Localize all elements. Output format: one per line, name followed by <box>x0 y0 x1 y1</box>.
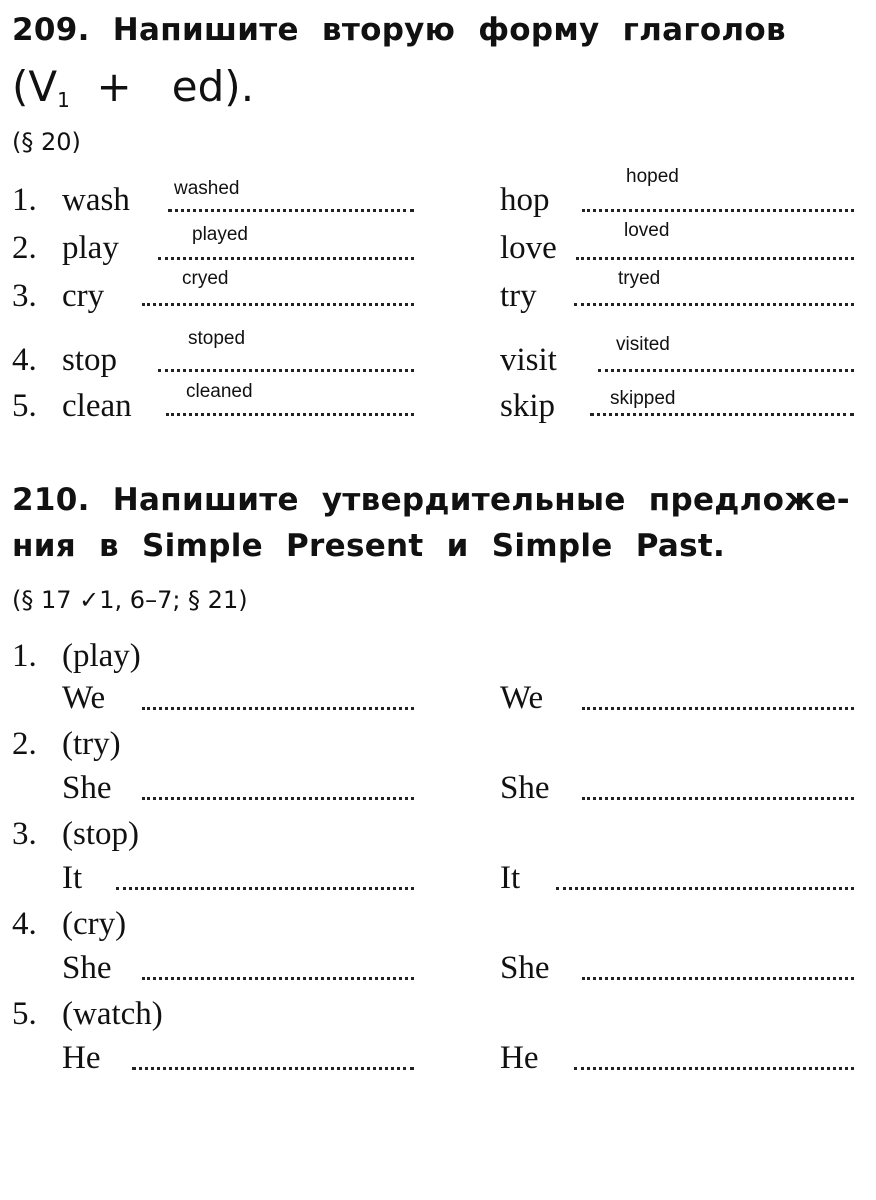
answer-text: cryed <box>182 268 229 289</box>
exercise-210-left-subject: We <box>62 680 106 716</box>
sentence-line[interactable] <box>132 1067 414 1070</box>
exercise-210-verb: (cry) <box>62 906 127 942</box>
answer-text: played <box>192 224 248 245</box>
sentence-line[interactable] <box>574 1067 854 1070</box>
exercise-210-item-number: 1. <box>12 638 37 674</box>
answer-line[interactable] <box>576 257 854 260</box>
answer-text: tryed <box>618 268 661 289</box>
answer-line[interactable] <box>582 209 854 212</box>
exercise-209-reference: (§ 20) <box>12 128 81 156</box>
exercise-210-verb: (play) <box>62 638 141 674</box>
exercise-209-right-verb: love <box>500 230 557 266</box>
exercise-209-right-verb: try <box>500 278 537 314</box>
answer-text: cleaned <box>186 381 253 402</box>
sentence-line[interactable] <box>142 707 414 710</box>
exercise-209-item-number: 1. <box>12 182 37 218</box>
exercise-209-verb: play <box>62 230 119 266</box>
formula-subscript: 1 <box>57 88 70 112</box>
exercise-210-right-subject: It <box>500 860 521 896</box>
answer-text: visited <box>616 334 670 355</box>
exercise-210-right-subject: She <box>500 770 550 806</box>
answer-line[interactable] <box>168 209 414 212</box>
exercise-210-heading-line1: 210. Напишите утвердительные предложе- <box>12 482 850 518</box>
exercise-210-left-subject: She <box>62 950 112 986</box>
exercise-210-item-number: 3. <box>12 816 37 852</box>
answer-line[interactable] <box>590 413 854 416</box>
exercise-209-formula <box>12 62 254 112</box>
formula-open: (V <box>12 62 58 111</box>
exercise-209-item-number: 2. <box>12 230 37 266</box>
formula-rest: + ed). <box>69 62 255 111</box>
answer-text: hoped <box>626 166 679 187</box>
exercise-209-item-number: 5. <box>12 388 37 424</box>
answer-line[interactable] <box>158 369 414 372</box>
sentence-line[interactable] <box>556 887 854 890</box>
exercise-209-verb: cry <box>62 278 105 314</box>
answer-text: stoped <box>188 328 246 349</box>
sentence-line[interactable] <box>142 977 414 980</box>
exercise-209-right-verb: visit <box>500 342 557 378</box>
exercise-210-left-subject: It <box>62 860 83 896</box>
exercise-210-item-number: 5. <box>12 996 37 1032</box>
exercise-210-item-number: 4. <box>12 906 37 942</box>
answer-line[interactable] <box>598 369 854 372</box>
exercise-210-verb: (stop) <box>62 816 139 852</box>
answer-line[interactable] <box>158 257 414 260</box>
exercise-209-verb: clean <box>62 388 132 424</box>
sentence-line[interactable] <box>582 797 854 800</box>
exercise-210-right-subject: She <box>500 950 550 986</box>
exercise-209-right-verb: hop <box>500 182 550 218</box>
answer-line[interactable] <box>142 303 414 306</box>
answer-text: washed <box>174 178 240 199</box>
exercise-210-item-number: 2. <box>12 726 37 762</box>
exercise-210-right-subject: He <box>500 1040 539 1076</box>
sentence-line[interactable] <box>142 797 414 800</box>
exercise-210-verb: (watch) <box>62 996 163 1032</box>
exercise-210-left-subject: She <box>62 770 112 806</box>
sentence-line[interactable] <box>582 977 854 980</box>
answer-text: skipped <box>610 388 676 409</box>
exercise-210-right-subject: We <box>500 680 544 716</box>
exercise-210-heading-line2: ния в Simple Present и Simple Past. <box>12 528 726 564</box>
sentence-line[interactable] <box>116 887 414 890</box>
exercise-209-right-verb: skip <box>500 388 556 424</box>
exercise-210-verb: (try) <box>62 726 121 762</box>
exercise-209-verb: wash <box>62 182 130 218</box>
exercise-209-item-number: 3. <box>12 278 37 314</box>
exercise-209-item-number: 4. <box>12 342 37 378</box>
answer-line[interactable] <box>574 303 854 306</box>
exercise-209-verb: stop <box>62 342 118 378</box>
exercise-210-left-subject: He <box>62 1040 101 1076</box>
answer-line[interactable] <box>166 413 414 416</box>
answer-text: loved <box>624 220 670 241</box>
exercise-210-reference: (§ 17 ✓1, 6–7; § 21) <box>12 586 248 614</box>
sentence-line[interactable] <box>582 707 854 710</box>
exercise-209-heading: 209. Напишите вторую форму глаголов <box>12 12 786 48</box>
